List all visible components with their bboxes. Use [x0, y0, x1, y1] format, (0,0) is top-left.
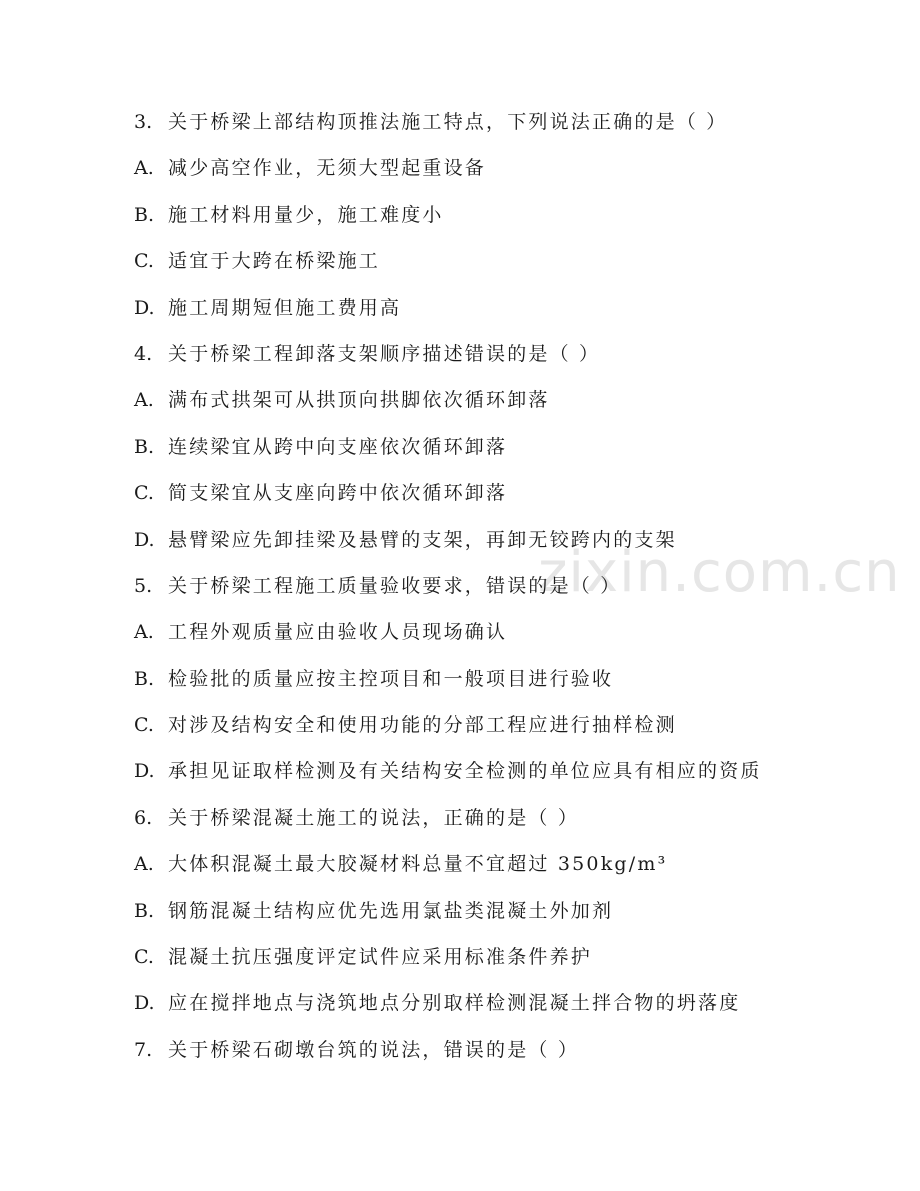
- line-label: 6.: [134, 806, 153, 829]
- line-label: C.: [134, 250, 154, 273]
- line-label: D.: [134, 760, 155, 783]
- line-text: 钢筋混凝土结构应优先选用氯盐类混凝土外加剂: [168, 899, 614, 922]
- line-text: 混凝土抗压强度评定试件应采用标准条件养护: [168, 946, 593, 969]
- line-label: B.: [134, 203, 155, 226]
- line-text: 关于桥梁工程施工质量验收要求，错误的是（ ）: [168, 574, 622, 597]
- option-4d: [134, 522, 854, 568]
- question-7: [134, 1032, 854, 1078]
- question-3: [134, 104, 854, 150]
- option-5b: [134, 661, 854, 707]
- option-6b: [134, 893, 854, 939]
- line-label: A.: [134, 621, 154, 644]
- option-6c: [134, 939, 854, 985]
- option-4b: [134, 429, 854, 475]
- line-text: 承担见证取样检测及有关结构安全检测的单位应具有相应的资质: [168, 760, 762, 783]
- line-text: 应在搅拌地点与浇筑地点分别取样检测混凝土拌合物的坍落度: [168, 992, 741, 1015]
- line-label: C.: [134, 714, 154, 737]
- line-label: 4.: [134, 342, 153, 365]
- line-label: 5.: [134, 574, 153, 597]
- line-label: C.: [134, 946, 154, 969]
- line-text: 适宜于大跨在桥梁施工: [168, 250, 381, 273]
- line-text: 施工材料用量少，施工难度小: [168, 203, 444, 226]
- question-list: [134, 104, 854, 1078]
- line-label: D.: [134, 528, 155, 551]
- line-label: D.: [134, 296, 155, 319]
- line-label: B.: [134, 899, 155, 922]
- option-5d: [134, 753, 854, 799]
- line-label: A.: [134, 389, 154, 412]
- option-3c: [134, 243, 854, 289]
- line-text: 简支梁宜从支座向跨中依次循环卸落: [168, 482, 508, 505]
- line-label: B.: [134, 667, 155, 690]
- question-6: [134, 800, 854, 846]
- line-text: 满布式拱架可从拱顶向拱脚依次循环卸落: [168, 389, 550, 412]
- option-4c: [134, 475, 854, 521]
- line-text: 减少高空作业，无须大型起重设备: [168, 157, 487, 180]
- line-label: 3.: [134, 111, 153, 133]
- line-label: C.: [134, 482, 154, 505]
- option-5a: [134, 614, 854, 660]
- line-label: D.: [134, 992, 155, 1015]
- line-text: 施工周期短但施工费用高: [168, 296, 402, 319]
- line-text: 检验批的质量应按主控项目和一般项目进行验收: [168, 667, 614, 690]
- line-text: 大体积混凝土最大胶凝材料总量不宜超过 350kg/m³: [168, 853, 668, 876]
- option-3b: [134, 197, 854, 243]
- option-6d: [134, 985, 854, 1031]
- line-text: 关于桥梁石砌墩台筑的说法，错误的是（ ）: [168, 1038, 580, 1061]
- option-6a: [134, 846, 854, 892]
- question-5: [134, 568, 854, 614]
- line-label: 7.: [134, 1038, 153, 1061]
- watermark: zixin.com.cn: [538, 540, 901, 605]
- line-text: 连续梁宜从跨中向支座依次循环卸落: [168, 435, 508, 458]
- option-3d: [134, 290, 854, 336]
- option-5c: [134, 707, 854, 753]
- line-label: A.: [134, 157, 154, 180]
- line-text: 工程外观质量应由验收人员现场确认: [168, 621, 508, 644]
- option-3a: [134, 150, 854, 196]
- line-text: 关于桥梁上部结构顶推法施工特点，下列说法正确的是（ ）: [168, 111, 728, 133]
- question-4: [134, 336, 854, 382]
- line-label: B.: [134, 435, 155, 458]
- option-4a: [134, 382, 854, 428]
- line-text: 关于桥梁工程卸落支架顺序描述错误的是（ ）: [168, 342, 601, 365]
- line-label: A.: [134, 853, 154, 876]
- line-text: 关于桥梁混凝土施工的说法，正确的是（ ）: [168, 806, 580, 829]
- line-text: 对涉及结构安全和使用功能的分部工程应进行抽样检测: [168, 714, 677, 737]
- line-text: 悬臂梁应先卸挂梁及悬臂的支架，再卸无铰跨内的支架: [168, 528, 677, 551]
